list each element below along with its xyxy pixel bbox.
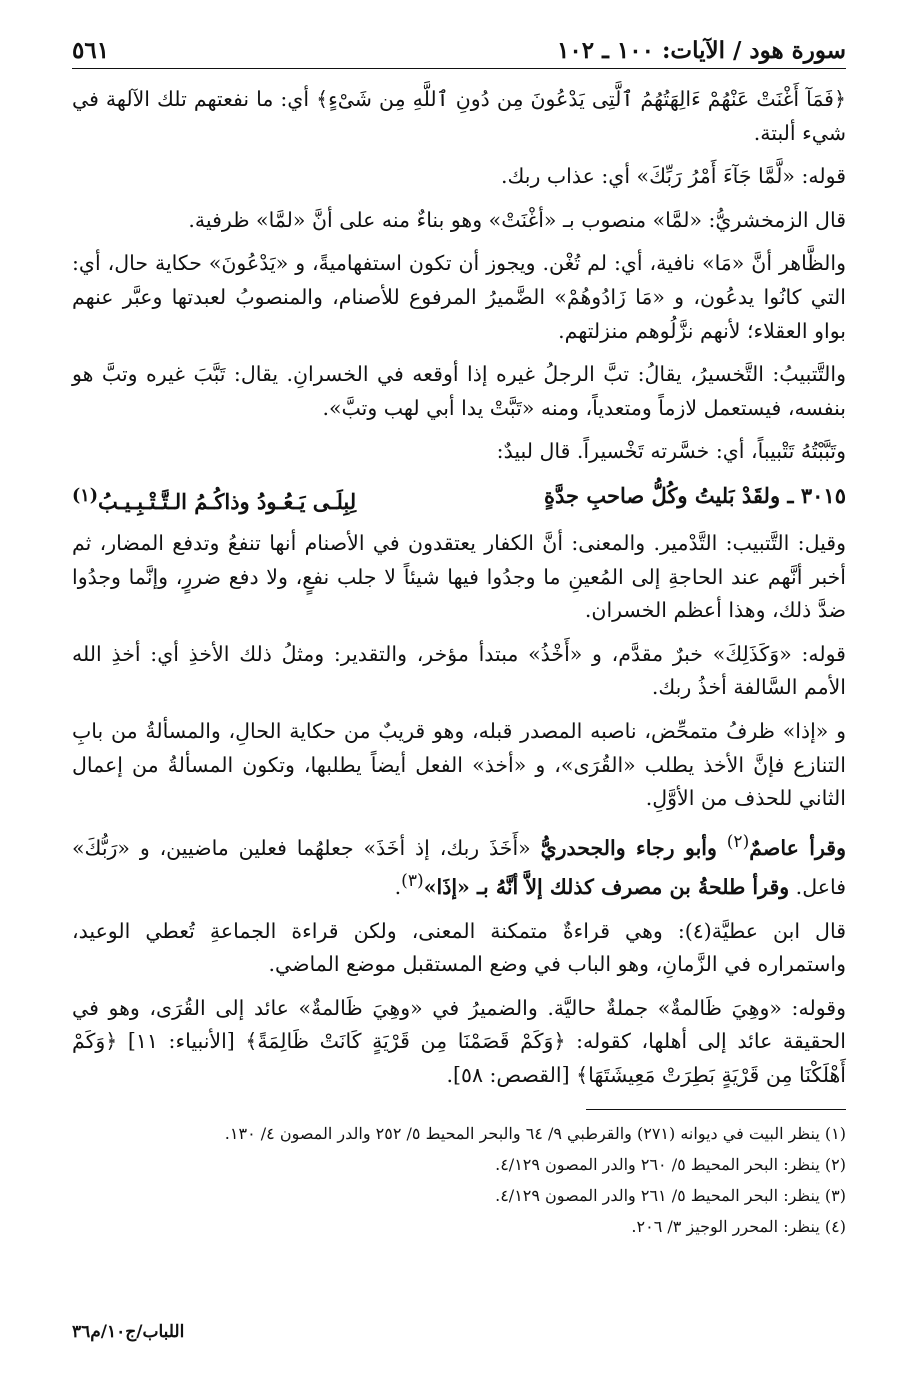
footnote-marker: (١) [72,485,98,506]
paragraph: قوله: «لَّمَّا جَآءَ أَمْرُ رَبِّكَ» أي: عذاب ربك. [500,164,846,189]
paragraph: قال ابن عطيَّة(٤): وهي قراءةٌ متمكنة المعنى، ولكن قراءة الجماعةِ تُعطي الوعيد، واستمراره في الزَّمانِ، وهو الباب في وضع المستقبل موضع الماضي. [72,918,846,977]
verse-second-half: لِبِلَـى يَـعُـودُ وذاكُـمُ الـتَّـتْـبِـيـبُ$^{(١)}$ [72,485,357,514]
printer-signature: اللباب/ج١٠/م٣٦ [72,1322,185,1342]
paragraph: وتَبَّبْتُهُ تَتْبيباً، أي: خسَّرته تَخْسيراً. قال لبيدٌ: [496,439,846,464]
footnote: (٣) ينظر: البحر المحيط ٥/ ٢٦١ والدر المصون ٤/١٢٩. [495,1185,846,1205]
paragraph: وقيل: التَّتبيب: التَّدْمير. والمعنى: أنَّ الكفار يعتقدون في الأصنام أنها تنفعُ وتدفع المضار، ثم أخبر أنَّهم عند الحاجةِ إلى المُعينِ ما وجدُوا فيها شيئاً لا جلب نفعٍ، ولا دفع ضررٍ، وإنَّما وجدُوا ضدَّ ذلك، وهذا أعظم الخسران. [72,530,846,623]
main-text [72,83,846,1093]
verse-number: ٣٠١٥ [800,482,846,508]
paragraph: ﴿فَمَآ أَغْنَتْ عَنْهُمْ ءَالِهَتُهُمُ ٱلَّتِى يَدْعُونَ مِن دُونِ ٱللَّهِ مِن شَىْءٍ﴾ أي: ما نفعتهم تلك الآلهة في شيء ألبتة. [72,87,846,145]
running-header [72,30,846,69]
paragraph: وقوله: «وهِيَ ظَالمةٌ» جملةٌ حاليَّة. والضميرُ في «وهِيَ ظَالمةٌ» عائد إلى القُرَى، وهو في الحقيقة عائد إلى أهلها، كقوله: ﴿وَكَمْ قَصَمْنَا مِن قَرْيَةٍ كَانَتْ ظَالِمَةً﴾ [الأنبياء: ١١] ﴿وَكَمْ أَهْلَكْنَا مِن قَرْيَةٍ بَطِرَتْ مَعِيشَتَهَا﴾ [القصص: ٥٨]. [72,995,846,1087]
document-page [72,30,846,1242]
qiraat-paragraph: وقرأ عاصمٌ$^{(٢)}$ وأبو رجاء والجحدريُّ «أَخَذَ ربك، إذ أخَذَ» جعلهُما فعلين ماضيين، و «رَبُّكَ» فاعل. وقرأ طلحةُ بن مصرف كذلك إلاَّ أنَّهُ بـ «إذَا»$^{(٣)}$. [72,831,846,899]
footnote-marker: (٣) [401,871,424,892]
footnote: (٢) ينظر: البحر المحيط ٥/ ٢٦٠ والدر المصون ٤/١٢٩. [495,1154,846,1174]
page-number: ٥٦١ [72,37,110,64]
footnote-separator [586,1109,846,1110]
paragraph: قال الزمخشريُّ: «لمَّا» منصوب بـ «أغْنَتْ» وهو بناءٌ منه على أنَّ «لمَّا» ظرفية. [188,207,846,232]
footnote-marker: (٢) [726,831,750,852]
footnotes [72,1118,846,1242]
poetry-verse [72,479,846,519]
verse-first-half: ٣٠١٥ ـ ولقَدْ بَليتُ وكُلُّ صاحبِ جدَّةٍ [544,482,846,508]
paragraph: و «إذا» ظرفُ متمحِّض، ناصبه المصدر قبله، وهو قريبٌ من حكاية الحالِ، والمسألةُ من بابِ التنازع فإنَّ الأخذ يطلب «القُرَى»، و «أخذ» الفعل أيضاً يطلبها، وتكون المسألةُ من إعمال الثاني للحذف من الأوَّلِ. [72,718,846,811]
footnote: (٤) ينظر: المحرر الوجيز ٣/ ٢٠٦. [631,1216,846,1236]
footnote: (١) ينظر البيت في ديوانه (٢٧١) والقرطبي ٩/ ٦٤ والبحر المحيط ٥/ ٢٥٢ والدر المصون ٤/ ١٣٠. [224,1123,846,1143]
paragraph: والظَّاهر أنَّ «مَا» نافية، أي: لم تُغْن. ويجوز أن تكون استفهاميةً، و «يَدْعُونَ» حكاية حال، أي: التي كانُوا يدعُون، و «مَا زَادُوهُمْ» الضَّميرُ المرفوع للأصنام، والمنصوبُ لعبدتها وعبَّر عنهم بواو العقلاء؛ لأنهم نزَّلُوهم منزلتهم. [72,251,846,343]
paragraph: قوله: «وَكَذَلِكَ» خبرٌ مقدَّم، و «أَخْذُ» مبتدأ مؤخر، والتقدير: ومثلُ ذلك الأخذِ أي: أخذِ الله الأمم السَّالفة أخذُ ربك. [72,641,846,700]
page-title: سورة هود / الآيات: ١٠٠ ـ ١٠٢ [557,37,846,64]
paragraph: والتَّتبيبُ: التَّخسيرُ، يقالُ: تبَّ الرجلُ غيره إذا أوقعه في الخسرانِ. يقال: تَبَّبَ غيره وتبَّ هو بنفسه، فيستعمل لازماً ومتعدياً، ومنه «تَبَّتْ يدا أبي لهب وتبَّ». [72,362,846,420]
